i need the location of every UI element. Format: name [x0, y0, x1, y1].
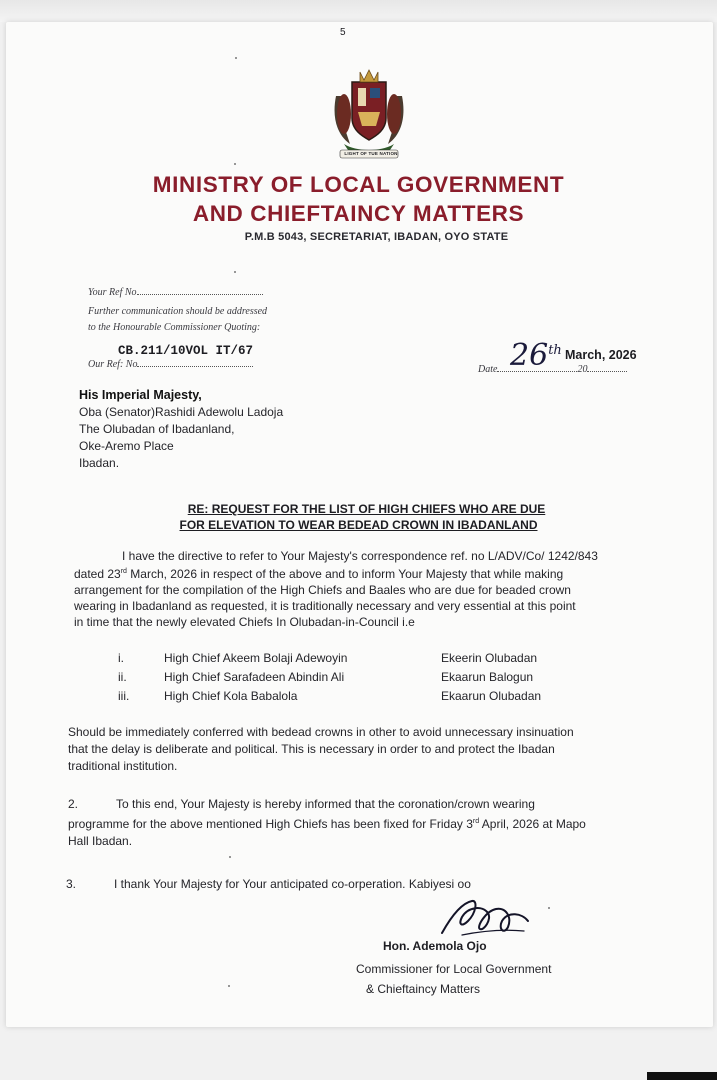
para3-line3: Hall Ibadan.	[68, 834, 133, 848]
scan-speck	[228, 985, 230, 987]
para4-number: 3.	[66, 877, 77, 891]
crest-motto: LIGHT OF TUE NATION	[344, 151, 398, 156]
oyo-state-crest-icon	[330, 66, 408, 160]
photo-corner-edge	[647, 1072, 717, 1080]
para1-line4: wearing in Ibadanland as requested, it is traditionally necessary and very essential at this point	[74, 599, 576, 613]
para1-line2a: dated 23	[74, 567, 121, 581]
chief-numeral: iii.	[118, 689, 130, 703]
para3-line2a: programme for the above mentioned High Chiefs has been fixed for Friday 3	[68, 817, 473, 831]
paragraph-1	[74, 548, 598, 630]
recipient-place: Oke-Aremo Place	[79, 439, 174, 453]
para2-line1: Should be immediately conferred with bedead crowns in other to avoid unnecessary insinuation	[68, 725, 574, 739]
ministry-address: P.M.B 5043, SECRETARIAT, IBADAN, OYO STATE	[244, 231, 509, 243]
para3-line1-text: To this end, Your Majesty is hereby informed that the coronation/crown wearing	[116, 797, 535, 811]
signatory-title-line1: Commissioner for Local Government	[356, 962, 552, 976]
para4-text: I thank Your Majesty for Your anticipated co-orperation. Kabiyesi oo	[114, 877, 471, 891]
subject-line2: FOR ELEVATION TO WEAR BEDEAD CROWN IN IBADANLAND	[179, 518, 538, 532]
para3-line2	[68, 813, 586, 833]
recipient-name: Oba (Senator)Rashidi Adewolu Ladoja	[79, 405, 284, 419]
signatory-title-line2: & Chieftaincy Matters	[366, 982, 481, 996]
signatory-name: Hon. Ademola Ojo	[383, 939, 487, 953]
paragraph-2	[68, 724, 574, 775]
chief-name: High Chief Akeem Bolaji Adewoyin	[164, 651, 348, 665]
chief-numeral: ii.	[118, 670, 127, 684]
recipient-office: The Olubadan of Ibadanland,	[79, 422, 235, 436]
date-month-year: March, 2026	[565, 348, 637, 362]
date-label-text: Date	[478, 364, 498, 375]
chief-row-3	[118, 689, 541, 703]
para1-line5: in time that the newly elevated Chiefs In Olubadan-in-Council i.e	[74, 615, 415, 629]
recipient-block	[79, 387, 283, 472]
our-ref-label	[88, 359, 253, 370]
chief-row-1	[118, 651, 537, 665]
para2-line3: traditional institution.	[68, 759, 178, 773]
page-mark: 5	[340, 27, 346, 38]
para3-number: 2.	[68, 797, 79, 811]
recipient-title: His Imperial Majesty,	[79, 388, 202, 402]
para3-line2-sup: rd	[472, 818, 480, 825]
para1-line3: arrangement for the compilation of the High Chiefs and Baales who are due for beaded crown	[74, 583, 571, 597]
our-ref-value: CB.211/10VOL IT/67	[118, 344, 254, 358]
chief-name: High Chief Sarafadeen Abindin Ali	[164, 670, 345, 684]
our-ref-dots	[137, 366, 253, 367]
your-ref-text: Your Ref No	[88, 287, 137, 298]
ministry-name-line2: AND CHIEFTAINCY MATTERS	[192, 201, 525, 226]
date-dots	[497, 371, 577, 372]
para1-line2	[74, 564, 598, 582]
chief-title: Ekaarun Balogun	[441, 670, 534, 684]
further-communication-line1: Further communication should be addressed	[88, 306, 268, 317]
photo-top-strip	[0, 0, 717, 22]
chief-row-2	[118, 670, 533, 684]
date-dots-2	[587, 371, 627, 372]
date-label	[478, 364, 627, 375]
recipient-city: Ibadan.	[79, 456, 120, 470]
date-printed-year: 20	[577, 364, 588, 375]
handwritten-signature-icon	[432, 895, 542, 945]
para1-line2b: March, 2026 in respect of the above and to inform Your Majesty that while making	[126, 567, 564, 581]
chief-numeral: i.	[118, 651, 124, 665]
para1-line2-sup: rd	[120, 568, 127, 575]
subject-line1: RE: REQUEST FOR THE LIST OF HIGH CHIEFS WHO ARE DUE	[187, 502, 546, 516]
our-ref-text: Our Ref: No	[88, 359, 138, 370]
paragraph-4	[66, 877, 471, 891]
para1-line1: I have the directive to refer to Your Majesty's correspondence ref. no L/ADV/Co/ 1242/843	[122, 549, 598, 563]
further-communication-line2: to the Honourable Commissioner Quoting:	[88, 322, 261, 333]
your-ref-dots	[137, 294, 263, 295]
chief-name: High Chief Kola Babalola	[164, 689, 298, 703]
ministry-name-line1: MINISTRY OF LOCAL GOVERNMENT	[152, 172, 565, 197]
date-suffix: th	[548, 343, 562, 358]
para3-line1	[68, 796, 586, 813]
your-ref-label	[88, 287, 263, 298]
scan-speck	[234, 271, 236, 273]
para2-line2: that the delay is deliberate and political. This is necessary in order to and protect the Ibadan	[68, 742, 555, 756]
scan-speck	[235, 57, 237, 59]
date-day: 26	[510, 338, 549, 373]
para3-line2b: April, 2026 at Mapo	[479, 817, 586, 831]
paragraph-3	[68, 796, 586, 850]
scan-speck	[229, 856, 231, 858]
chief-title: Ekeerin Olubadan	[441, 651, 538, 665]
chief-title: Ekaarun Olubadan	[441, 689, 542, 703]
scan-speck	[548, 907, 550, 909]
scan-speck	[234, 163, 236, 165]
